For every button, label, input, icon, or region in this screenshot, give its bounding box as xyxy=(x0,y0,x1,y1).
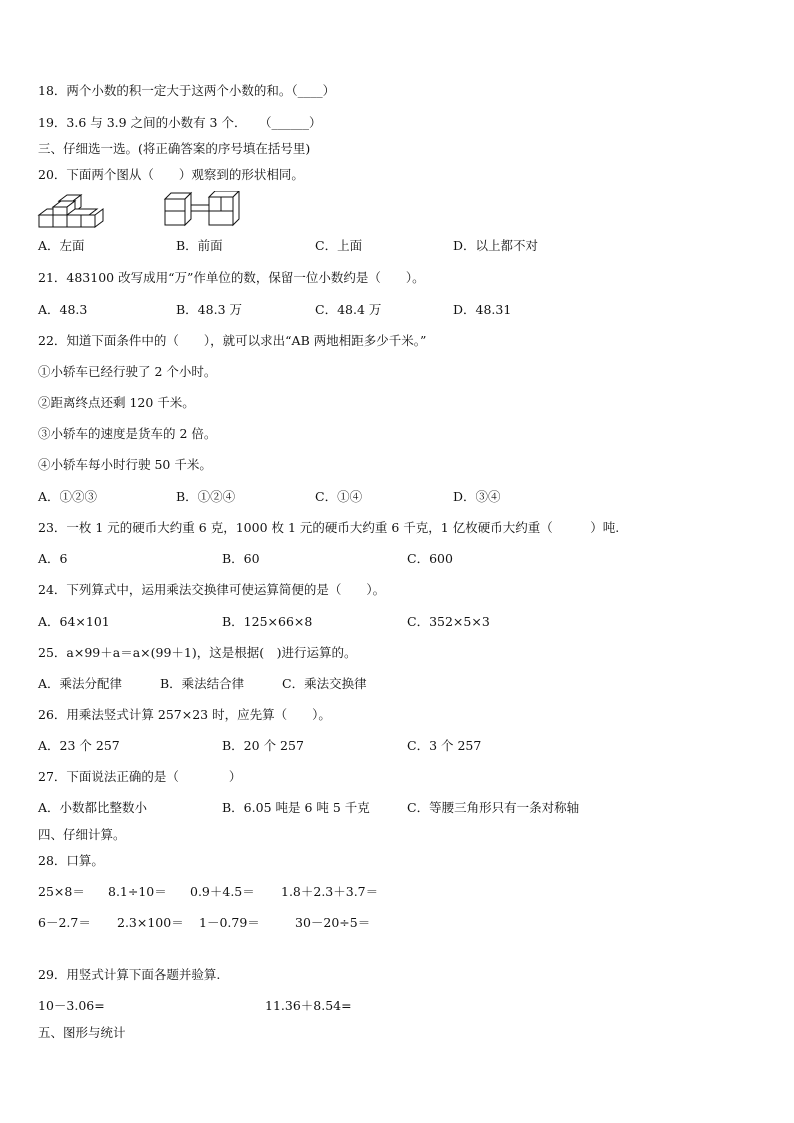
q27-option-b: B．6.05 吨是 6 吨 5 千克 xyxy=(222,800,370,815)
q27-option-c: C．等腰三角形只有一条对称轴 xyxy=(407,800,580,815)
vertical-calc-item-2: 11.36＋8.54= xyxy=(265,998,352,1013)
calc-item: 1.8＋2.3＋3.7＝ xyxy=(281,884,379,899)
q24-option-c: C．352×5×3 xyxy=(407,614,490,629)
q21-option-b: B．48.3 万 xyxy=(176,302,242,317)
cube-figure-2 xyxy=(163,191,241,229)
q20-option-c: C．上面 xyxy=(315,238,363,253)
q27-option-a: A．小数都比整数小 xyxy=(38,800,148,815)
q22-condition-3: ③小轿车的速度是货车的 2 倍。 xyxy=(38,426,217,441)
q20-option-a: A．左面 xyxy=(38,238,85,253)
question-26-stem: 26．用乘法竖式计算 257×23 时，应先算（ ）。 xyxy=(38,707,331,722)
question-25-stem: 25．a×99＋a＝a×(99＋1)，这是根据( )进行运算的。 xyxy=(38,645,357,660)
calc-item: 25×8＝ xyxy=(38,884,85,899)
calc-item: 30－20÷5＝ xyxy=(295,915,371,930)
q22-condition-2: ②距离终点还剩 120 千米。 xyxy=(38,395,195,410)
q20-option-b: B．前面 xyxy=(176,238,223,253)
q25-option-a: A．乘法分配律 xyxy=(38,676,123,691)
q22-option-c: C．①④ xyxy=(315,489,363,504)
q20-option-d: D．以上都不对 xyxy=(453,238,539,253)
question-29-stem: 29．用竖式计算下面各题并验算. xyxy=(38,967,221,982)
q26-option-a: A．23 个 257 xyxy=(38,738,120,753)
calc-item: 1－0.79＝ xyxy=(199,915,260,930)
q22-condition-4: ④小轿车每小时行驶 50 千米。 xyxy=(38,457,212,472)
question-27-stem: 27．下面说法正确的是（ ） xyxy=(38,769,242,784)
q23-option-c: C．600 xyxy=(407,551,453,566)
question-28-stem: 28．口算。 xyxy=(38,853,104,868)
question-23-stem: 23．一枚 1 元的硬币大约重 6 克，1000 枚 1 元的硬币大约重 6 千克，1 亿枚硬币大约重（ ）吨. xyxy=(38,520,620,535)
q21-option-a: A．48.3 xyxy=(38,302,88,317)
q22-option-b: B．①②④ xyxy=(176,489,236,504)
q21-option-d: D．48.31 xyxy=(453,302,512,317)
question-20-stem: 20．下面两个图从（ ）观察到的形状相同。 xyxy=(38,167,304,182)
question-22-stem: 22．知道下面条件中的（ ），就可以求出“AB 两地相距多少千米。” xyxy=(38,333,427,348)
q24-option-b: B．125×66×8 xyxy=(222,614,313,629)
calc-item: 8.1÷10＝ xyxy=(108,884,167,899)
question-19: 19．3.6 与 3.9 之间的小数有 3 个． （______） xyxy=(38,115,322,130)
q23-option-b: B．60 xyxy=(222,551,260,566)
question-24-stem: 24．下列算式中，运用乘法交换律可使运算简便的是（ ）。 xyxy=(38,582,386,597)
cube-figure-1 xyxy=(37,193,109,229)
q24-option-a: A．64×101 xyxy=(38,614,110,629)
q26-option-c: C．3 个 257 xyxy=(407,738,482,753)
calc-item: 0.9＋4.5＝ xyxy=(190,884,255,899)
section-4-heading: 四、仔细计算。 xyxy=(38,827,126,842)
q23-option-a: A．6 xyxy=(38,551,68,566)
q25-option-b: B．乘法结合律 xyxy=(160,676,245,691)
q22-option-d: D．③④ xyxy=(453,489,501,504)
calc-item: 2.3×100＝ xyxy=(117,915,184,930)
question-21-stem: 21．483100 改写成用“万”作单位的数，保留一位小数约是（ ）。 xyxy=(38,270,425,285)
q22-condition-1: ①小轿车已经行驶了 2 个小时。 xyxy=(38,364,217,379)
calc-item: 6－2.7＝ xyxy=(38,915,91,930)
q26-option-b: B．20 个 257 xyxy=(222,738,304,753)
section-5-heading: 五、图形与统计 xyxy=(38,1025,126,1040)
q25-option-c: C．乘法交换律 xyxy=(282,676,367,691)
q21-option-c: C．48.4 万 xyxy=(315,302,382,317)
q22-option-a: A．①②③ xyxy=(38,489,98,504)
vertical-calc-item-1: 10－3.06= xyxy=(38,998,105,1013)
question-18: 18．两个小数的积一定大于这两个小数的和。（____） xyxy=(38,83,336,98)
section-3-heading: 三、仔细选一选。(将正确答案的序号填在括号里) xyxy=(38,141,311,156)
